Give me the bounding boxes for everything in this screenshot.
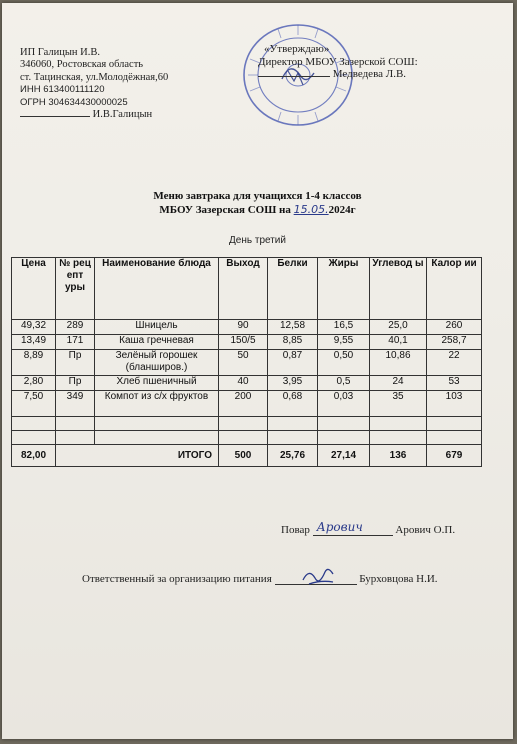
menu-date: 15.05. <box>293 203 329 216</box>
menu-title <box>2 189 513 217</box>
header-carbs: Углевод ы <box>370 258 427 320</box>
cell-price: 8,89 <box>12 350 56 376</box>
supplier-ogrn: ОГРН 304634430000025 <box>20 96 128 108</box>
document-page <box>2 3 513 739</box>
cell-protein: 0,87 <box>268 350 318 376</box>
total-fat: 27,14 <box>318 445 370 467</box>
responsible-signature-line <box>275 568 357 585</box>
cell-yield: 90 <box>219 320 268 335</box>
cell-recipe: Пр <box>56 350 95 376</box>
approval-name: Медведева Л.В. <box>332 68 407 80</box>
supplier-inn: ИНН 613400111120 <box>20 84 105 96</box>
supplier-sign-name: И.В.Галицын <box>92 109 153 121</box>
menu-title-line1: Меню завтрака для учащихся 1-4 классов <box>153 190 362 202</box>
supplier-name: ИП Галицын И.В. <box>20 47 100 58</box>
table-row <box>12 376 482 391</box>
header-protein: Белки <box>268 258 318 320</box>
header-recipe: № рец епт уры <box>56 258 95 320</box>
cell-carbs: 24 <box>370 376 427 391</box>
cook-label: Повар <box>281 524 310 536</box>
table-row-empty <box>12 431 482 445</box>
cell-fat: 0,5 <box>318 376 370 391</box>
supplier-sign-line <box>20 109 168 121</box>
cell-dish: Хлеб пшеничный <box>95 376 219 391</box>
responsible-scrawl <box>299 566 339 588</box>
menu-title-line2 <box>2 203 513 217</box>
cell-price: 2,80 <box>12 376 56 391</box>
responsible-signature <box>82 568 438 585</box>
cell-yield: 40 <box>219 376 268 391</box>
cell-price: 7,50 <box>12 391 56 417</box>
cell-fat: 16,5 <box>318 320 370 335</box>
supplier-address: 346060, Ростовская область <box>20 59 144 71</box>
approval-sign-line <box>258 68 418 81</box>
cell-calories: 22 <box>427 350 482 376</box>
cell-yield: 200 <box>219 391 268 417</box>
total-price: 82,00 <box>12 445 56 467</box>
cell-fat: 9,55 <box>318 335 370 350</box>
responsible-label: Ответственный за организацию питания <box>82 573 272 585</box>
table-total-row <box>12 445 482 467</box>
total-carbs: 136 <box>370 445 427 467</box>
cell-protein: 3,95 <box>268 376 318 391</box>
total-label: ИТОГО <box>56 445 219 467</box>
approval-title: «Утверждаю» <box>264 43 330 55</box>
menu-table <box>11 257 482 467</box>
cell-fat: 0,50 <box>318 350 370 376</box>
menu-year: 2024г <box>328 204 356 216</box>
supplier-block <box>20 47 168 121</box>
day-label: День третий <box>229 235 286 246</box>
cell-calories: 258,7 <box>427 335 482 350</box>
cell-price: 49,32 <box>12 320 56 335</box>
approval-block <box>258 43 418 81</box>
total-calories: 679 <box>427 445 482 467</box>
cell-yield: 50 <box>219 350 268 376</box>
supplier-street: ст. Тацинская, ул.Молодёжная,60 <box>20 71 169 83</box>
header-calories: Калор ии <box>427 258 482 320</box>
cell-recipe: 171 <box>56 335 95 350</box>
cell-recipe: Пр <box>56 376 95 391</box>
cell-price: 13,49 <box>12 335 56 350</box>
cell-protein: 0,68 <box>268 391 318 417</box>
cell-dish: Зелёный горошек (бланширов.) <box>95 350 219 376</box>
cell-carbs: 10,86 <box>370 350 427 376</box>
table-row <box>12 320 482 335</box>
responsible-name: Бурховцова Н.И. <box>359 573 438 585</box>
total-protein: 25,76 <box>268 445 318 467</box>
cell-fat: 0,03 <box>318 391 370 417</box>
cell-carbs: 35 <box>370 391 427 417</box>
cell-protein: 8,85 <box>268 335 318 350</box>
cook-scrawl: Арович <box>316 520 363 534</box>
table-header-row <box>12 258 482 320</box>
header-fat: Жиры <box>318 258 370 320</box>
header-dish: Наименование блюда <box>95 258 219 320</box>
cell-calories: 53 <box>427 376 482 391</box>
cook-signature <box>281 519 455 536</box>
total-yield: 500 <box>219 445 268 467</box>
cell-dish: Компот из с/х фруктов <box>95 391 219 417</box>
cell-calories: 260 <box>427 320 482 335</box>
cell-yield: 150/5 <box>219 335 268 350</box>
menu-title-school: МБОУ Зазерская СОШ на <box>159 204 291 216</box>
cell-dish: Шницель <box>95 320 219 335</box>
cell-calories: 103 <box>427 391 482 417</box>
header-price: Цена <box>12 258 56 320</box>
table-row <box>12 335 482 350</box>
approval-position: Директор МБОУ Зазерской СОШ: <box>258 55 418 68</box>
cell-carbs: 25,0 <box>370 320 427 335</box>
header-yield: Выход <box>219 258 268 320</box>
table-row-empty <box>12 417 482 431</box>
table-row <box>12 391 482 417</box>
table-row <box>12 350 482 376</box>
cell-protein: 12,58 <box>268 320 318 335</box>
cell-recipe: 289 <box>56 320 95 335</box>
cell-dish: Каша гречневая <box>95 335 219 350</box>
cell-recipe: 349 <box>56 391 95 417</box>
cook-name: Арович О.П. <box>395 524 456 536</box>
cook-signature-line <box>313 519 393 536</box>
cell-carbs: 40,1 <box>370 335 427 350</box>
